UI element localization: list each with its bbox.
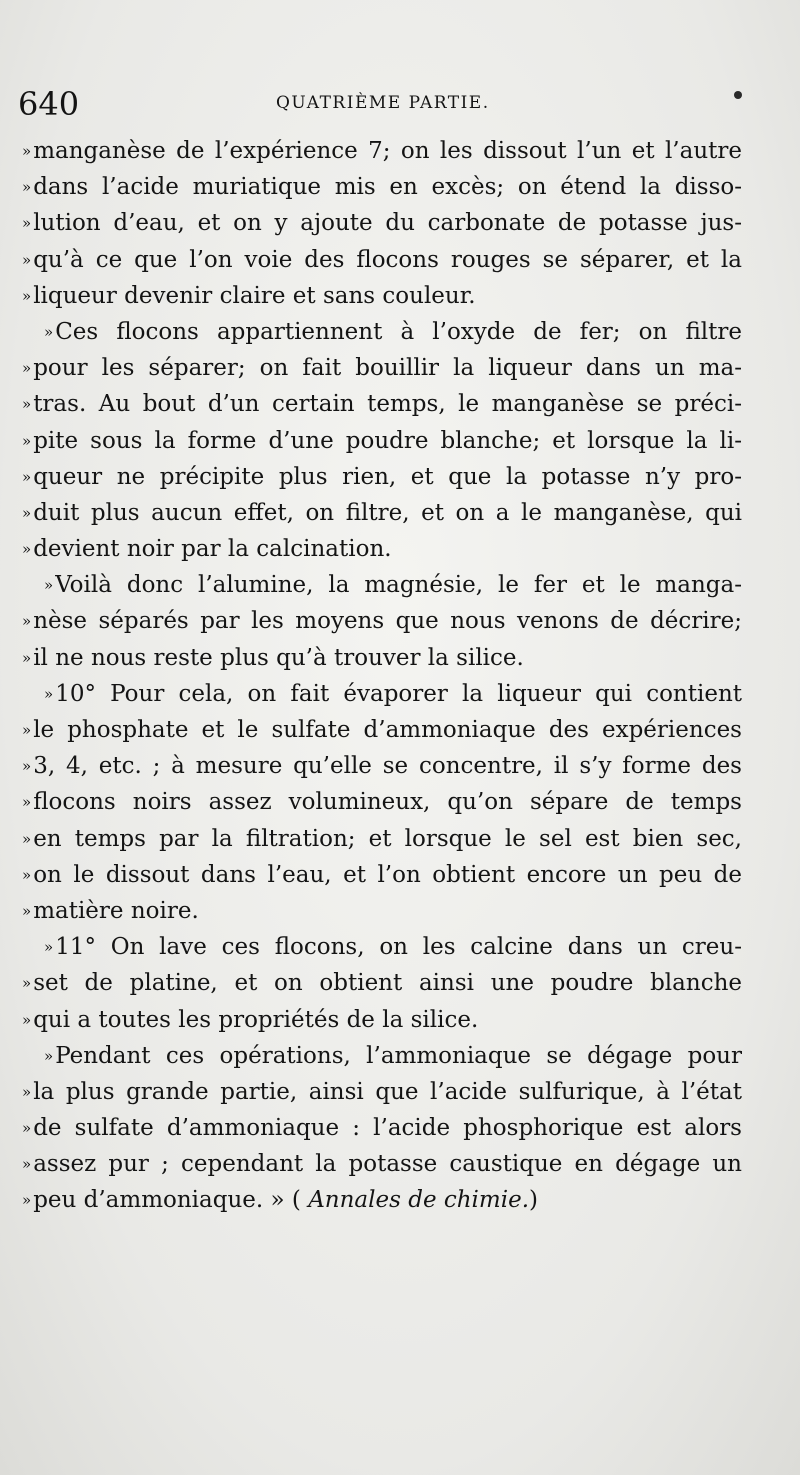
text-line: »Pendant ces opérations, l’ammoniaque se dégage pour <box>22 1038 742 1074</box>
quote-mark: » <box>22 974 32 993</box>
text-line: »Voilà donc l’alumine, la magnésie, le fer et le manga- <box>22 567 742 603</box>
text-line: »devient noir par la calcination. <box>22 531 742 567</box>
quote-mark: » <box>22 865 32 884</box>
quote-mark: » <box>22 1191 32 1210</box>
quote-mark: » <box>22 395 32 414</box>
text-line: »3, 4, etc. ; à mesure qu’elle se concentre, il s’y forme des <box>22 748 742 784</box>
page-number: 640 <box>18 85 80 123</box>
running-head: QUATRIÈME PARTIE. <box>276 93 490 113</box>
page-header <box>18 85 748 125</box>
text-line: »tras. Au bout d’un certain temps, le manganèse se préci- <box>22 386 742 422</box>
text-line: »queur ne précipite plus rien, et que la potasse n’y pro- <box>22 459 742 495</box>
text-line: »la plus grande partie, ainsi que l’acide sulfurique, à l’état <box>22 1074 742 1110</box>
text-line: »lution d’eau, et on y ajoute du carbonate de potasse jus- <box>22 205 742 241</box>
quote-mark: » <box>22 431 32 450</box>
quote-mark: » <box>22 721 32 739</box>
citation-title: Annales de chimie. <box>308 1187 530 1214</box>
quote-mark: » <box>44 1046 54 1065</box>
text-line: »manganèse de l’expérience 7; on les dissout l’un et l’autre <box>22 133 742 169</box>
text-line: »pour les séparer; on fait bouillir la liqueur dans un ma- <box>22 350 742 386</box>
text-line: »on le dissout dans l’eau, et l’on obtient encore un peu de <box>22 857 742 893</box>
citation-close-paren: ) <box>529 1187 538 1214</box>
quote-mark: » <box>22 178 32 197</box>
quote-mark: » <box>22 1082 32 1101</box>
quote-mark: » <box>22 540 32 559</box>
text-line: »qu’à ce que l’on voie des flocons rouges se séparer, et la <box>22 242 742 278</box>
quote-mark: » <box>22 503 32 522</box>
text-line: »set de platine, et on obtient ainsi une poudre blanche <box>22 965 742 1001</box>
quote-mark: » <box>22 359 32 378</box>
text-line: »le phosphate et le sulfate d’ammoniaque des expériences <box>22 712 742 748</box>
text-line: »Ces flocons appartiennent à l’oxyde de fer; on filtre <box>22 314 742 350</box>
quote-mark: » <box>22 901 32 920</box>
quote-mark: » <box>22 214 32 233</box>
quote-mark: » <box>22 286 32 305</box>
quote-mark: » <box>22 793 32 812</box>
quote-mark: » <box>22 142 32 160</box>
text-line: »flocons noirs assez volumineux, qu’on sépare de temps <box>22 784 742 820</box>
quote-mark: » <box>44 684 54 703</box>
text-line: »peu d’ammoniaque. » ( Annales de chimie.) <box>22 1182 742 1218</box>
quote-mark: » <box>22 1119 32 1138</box>
text-line: »duit plus aucun effet, on filtre, et on a le manganèse, qui <box>22 495 742 531</box>
quote-mark: » <box>44 938 54 957</box>
quote-mark: » <box>22 250 32 269</box>
text-line: »il ne nous reste plus qu’à trouver la silice. <box>22 640 742 676</box>
text-line: »en temps par la filtration; et lorsque le sel est bien sec, <box>22 821 742 857</box>
quote-mark: » <box>44 322 54 341</box>
body-text <box>22 133 742 1219</box>
text-line: »liqueur devenir claire et sans couleur. <box>22 278 742 314</box>
quote-mark: » <box>22 1155 32 1174</box>
ink-spot <box>734 91 742 99</box>
text-line: »dans l’acide muriatique mis en excès; on étend la disso- <box>22 169 742 205</box>
quote-mark: » <box>22 648 32 667</box>
text-line: »qui a toutes les propriétés de la silice. <box>22 1002 742 1038</box>
text-line: »nèse séparés par les moyens que nous venons de décrire; <box>22 603 742 639</box>
quote-mark: » <box>22 1010 32 1029</box>
text-line: »matière noire. <box>22 893 742 929</box>
quote-mark: » <box>44 576 54 595</box>
text-line: »pite sous la forme d’une poudre blanche; et lorsque la li- <box>22 423 742 459</box>
quote-mark: » <box>22 757 32 776</box>
text-line: »de sulfate d’ammoniaque : l’acide phosphorique est alors <box>22 1110 742 1146</box>
quote-mark: » <box>22 612 32 631</box>
text-line: »10° Pour cela, on fait évaporer la liqueur qui contient <box>22 676 742 712</box>
quote-mark: » <box>22 829 32 848</box>
quote-mark: » <box>22 467 32 486</box>
text-line: »11° On lave ces flocons, on les calcine dans un creu- <box>22 929 742 965</box>
text-line: »assez pur ; cependant la potasse caustique en dégage un <box>22 1146 742 1182</box>
